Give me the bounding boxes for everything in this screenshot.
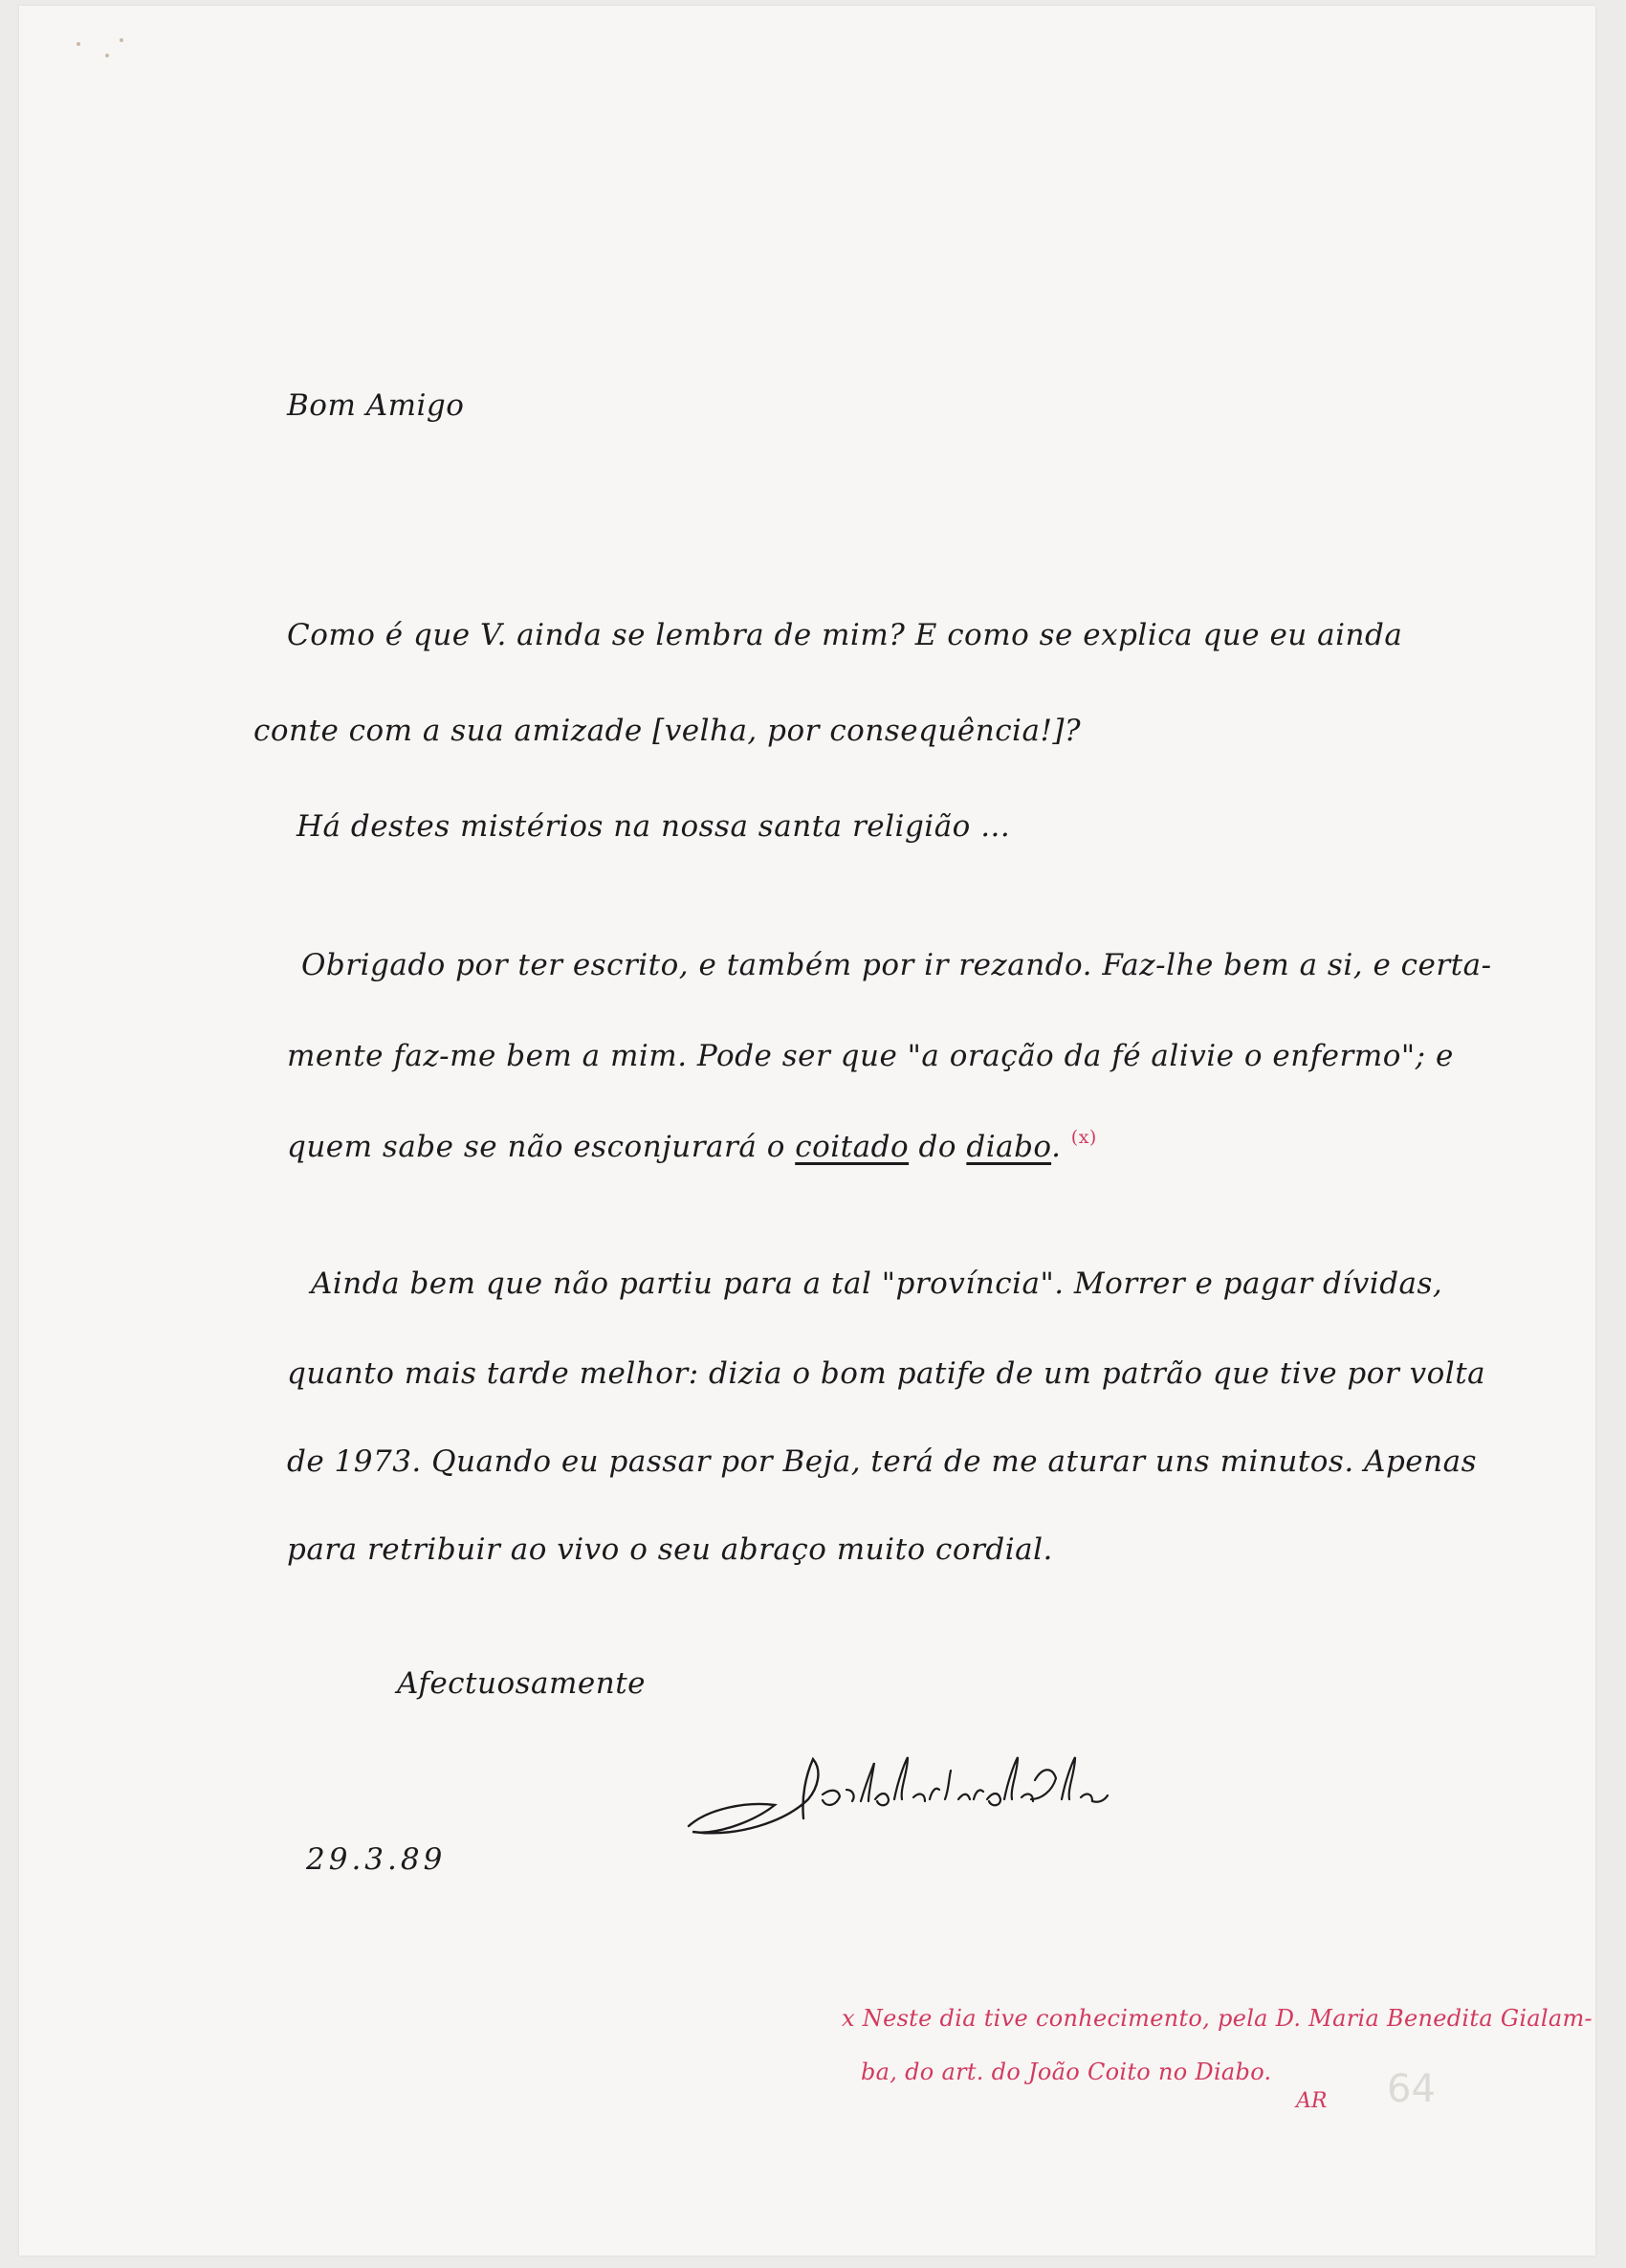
letter-date: 29.3.89 xyxy=(306,1842,447,1877)
letter-sheet xyxy=(19,6,1595,2256)
letter-line-7: Ainda bem que não partiu para a tal "província". Morrer e pagar dívidas, xyxy=(311,1266,1443,1301)
letter-line-6 xyxy=(287,1127,1097,1164)
letter-line-2: conte com a sua amizade [velha, por consequência!]? xyxy=(253,714,1082,748)
letter-line-9: de 1973. Quando eu passar por Beja, terá de me aturar uns minutos. Apenas xyxy=(287,1444,1477,1479)
annotation-line-1: x Neste dia tive conhecimento, pela D. Maria Benedita Gialam- xyxy=(842,2005,1593,2032)
sentence-period: . xyxy=(1051,1130,1062,1164)
salutation: Bom Amigo xyxy=(287,388,465,423)
annotation-initials: AR xyxy=(1296,2089,1328,2113)
annotation-line-2: ba, do art. do João Coito no Diabo. xyxy=(861,2059,1272,2085)
letter-line-10: para retribuir ao vivo o seu abraço muito cordial. xyxy=(287,1532,1053,1567)
word-do: do xyxy=(918,1130,956,1164)
closing: Afectuosamente xyxy=(397,1666,647,1701)
letter-line-5: mente faz-me bem a mim. Pode ser que "a oração da fé alivie o enfermo"; e xyxy=(287,1039,1454,1073)
letter-line-3: Há destes mistérios na nossa santa religião ... xyxy=(297,809,1011,844)
underlined-coitado: coitado xyxy=(795,1130,910,1164)
underlined-diabo: diabo xyxy=(966,1130,1052,1164)
letter-line-1: Como é que V. ainda se lembra de mim? E como se explica que eu ainda xyxy=(287,618,1403,652)
paper-spot xyxy=(105,54,109,57)
signature-image xyxy=(679,1742,1138,1847)
letter-line-4: Obrigado por ter escrito, e também por ir rezando. Faz-lhe bem a si, e certa- xyxy=(301,948,1492,982)
letter-line-8: quanto mais tarde melhor: dizia o bom patife de um patrão que tive por volta xyxy=(287,1356,1486,1391)
paper-spot xyxy=(77,42,80,46)
paper-spot xyxy=(120,38,123,42)
letter-line-6-text: quem sabe se não esconjurará o xyxy=(287,1130,785,1164)
page-number: 64 xyxy=(1387,2067,1436,2111)
footnote-mark: (x) xyxy=(1070,1127,1097,1148)
